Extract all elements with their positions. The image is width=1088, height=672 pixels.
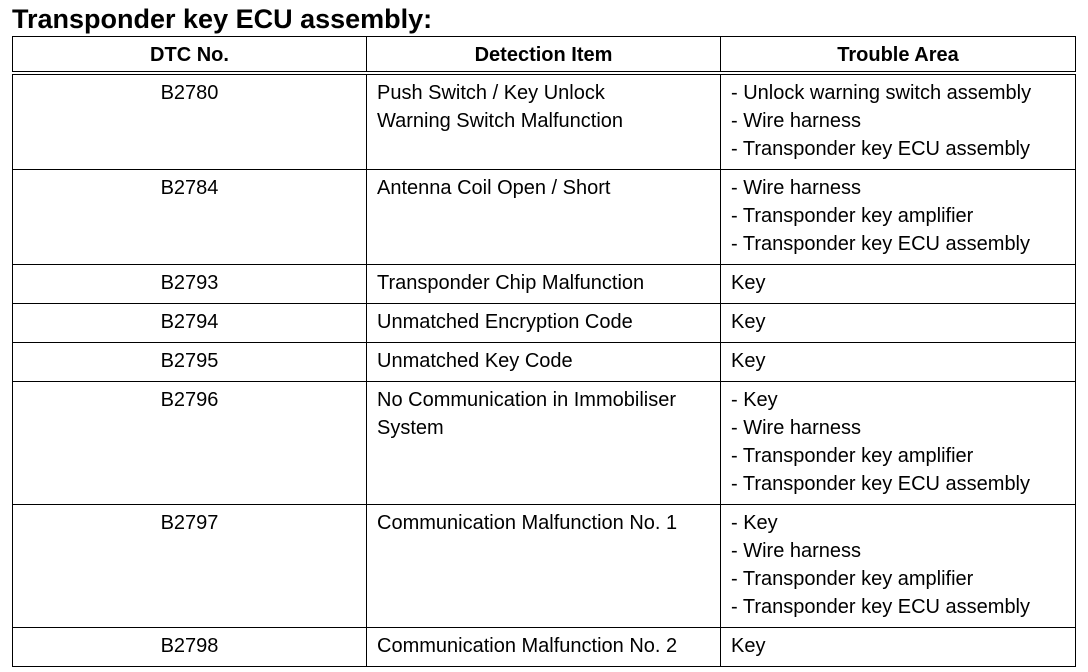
trouble-area-line: - Unlock warning switch assembly — [731, 82, 1032, 104]
trouble-area-line: - Wire harness — [731, 540, 862, 562]
detection-item-line: Transponder Chip Malfunction — [377, 272, 645, 294]
trouble-area-cell — [721, 304, 1076, 343]
trouble-area-line: - Transponder key ECU assembly — [731, 138, 1031, 160]
dtc-code-cell: B2780 — [13, 73, 367, 170]
detection-item-line: Antenna Coil Open / Short — [377, 177, 611, 199]
trouble-area-cell — [721, 628, 1076, 667]
table-row — [13, 343, 1076, 382]
trouble-area-line: - Transponder key amplifier — [731, 205, 974, 227]
dtc-code-cell: B2793 — [13, 265, 367, 304]
trouble-area-line: - Transponder key amplifier — [731, 568, 974, 590]
table-row — [13, 265, 1076, 304]
trouble-area-line: - Key — [731, 512, 778, 534]
detection-item-cell — [367, 343, 721, 382]
trouble-area-line: - Wire harness — [731, 177, 862, 199]
table-header — [13, 37, 1076, 74]
detection-item-line: Unmatched Key Code — [377, 350, 573, 372]
table-row — [13, 73, 1076, 170]
detection-item-line: Unmatched Encryption Code — [377, 311, 633, 333]
detection-item-cell — [367, 382, 721, 505]
table-row — [13, 382, 1076, 505]
dtc-code-cell: B2796 — [13, 382, 367, 505]
header-dtc-no: DTC No. — [13, 37, 367, 74]
dtc-code-cell: B2795 — [13, 343, 367, 382]
dtc-table — [12, 36, 1076, 667]
header-trouble-area: Trouble Area — [721, 37, 1076, 74]
trouble-area-line: - Wire harness — [731, 110, 862, 132]
detection-item-line: System — [377, 417, 444, 439]
table-row — [13, 505, 1076, 628]
table-row — [13, 304, 1076, 343]
document-title: Transponder key ECU assembly: — [12, 4, 433, 34]
trouble-area-cell — [721, 382, 1076, 505]
trouble-area-line: - Transponder key ECU assembly — [731, 596, 1031, 618]
trouble-area-cell — [721, 343, 1076, 382]
trouble-area-line: Key — [731, 272, 766, 294]
dtc-code-cell: B2784 — [13, 170, 367, 265]
trouble-area-cell — [721, 170, 1076, 265]
trouble-area-cell — [721, 505, 1076, 628]
detection-item-cell — [367, 505, 721, 628]
dtc-code-cell: B2797 — [13, 505, 367, 628]
detection-item-line: Communication Malfunction No. 2 — [377, 635, 678, 657]
table-row — [13, 170, 1076, 265]
table-body — [13, 73, 1076, 667]
detection-item-cell — [367, 265, 721, 304]
trouble-area-line: - Transponder key amplifier — [731, 445, 974, 467]
table-row — [13, 628, 1076, 667]
trouble-area-line: - Transponder key ECU assembly — [731, 233, 1031, 255]
trouble-area-line: Key — [731, 350, 766, 372]
dtc-code-cell: B2794 — [13, 304, 367, 343]
detection-item-line: Communication Malfunction No. 1 — [377, 512, 678, 534]
trouble-area-line: - Transponder key ECU assembly — [731, 473, 1031, 495]
trouble-area-line: Key — [731, 311, 766, 333]
detection-item-line: Warning Switch Malfunction — [377, 110, 624, 132]
trouble-area-line: Key — [731, 635, 766, 657]
trouble-area-line: - Wire harness — [731, 417, 862, 439]
detection-item-cell — [367, 170, 721, 265]
header-detection-item: Detection Item — [367, 37, 721, 74]
trouble-area-cell — [721, 73, 1076, 170]
trouble-area-line: - Key — [731, 389, 778, 411]
detection-item-line: Push Switch / Key Unlock — [377, 82, 605, 104]
detection-item-cell — [367, 628, 721, 667]
detection-item-cell — [367, 73, 721, 170]
trouble-area-cell — [721, 265, 1076, 304]
dtc-code-cell: B2798 — [13, 628, 367, 667]
header-row — [13, 37, 1076, 74]
detection-item-line: No Communication in Immobiliser — [377, 389, 676, 411]
detection-item-cell — [367, 304, 721, 343]
